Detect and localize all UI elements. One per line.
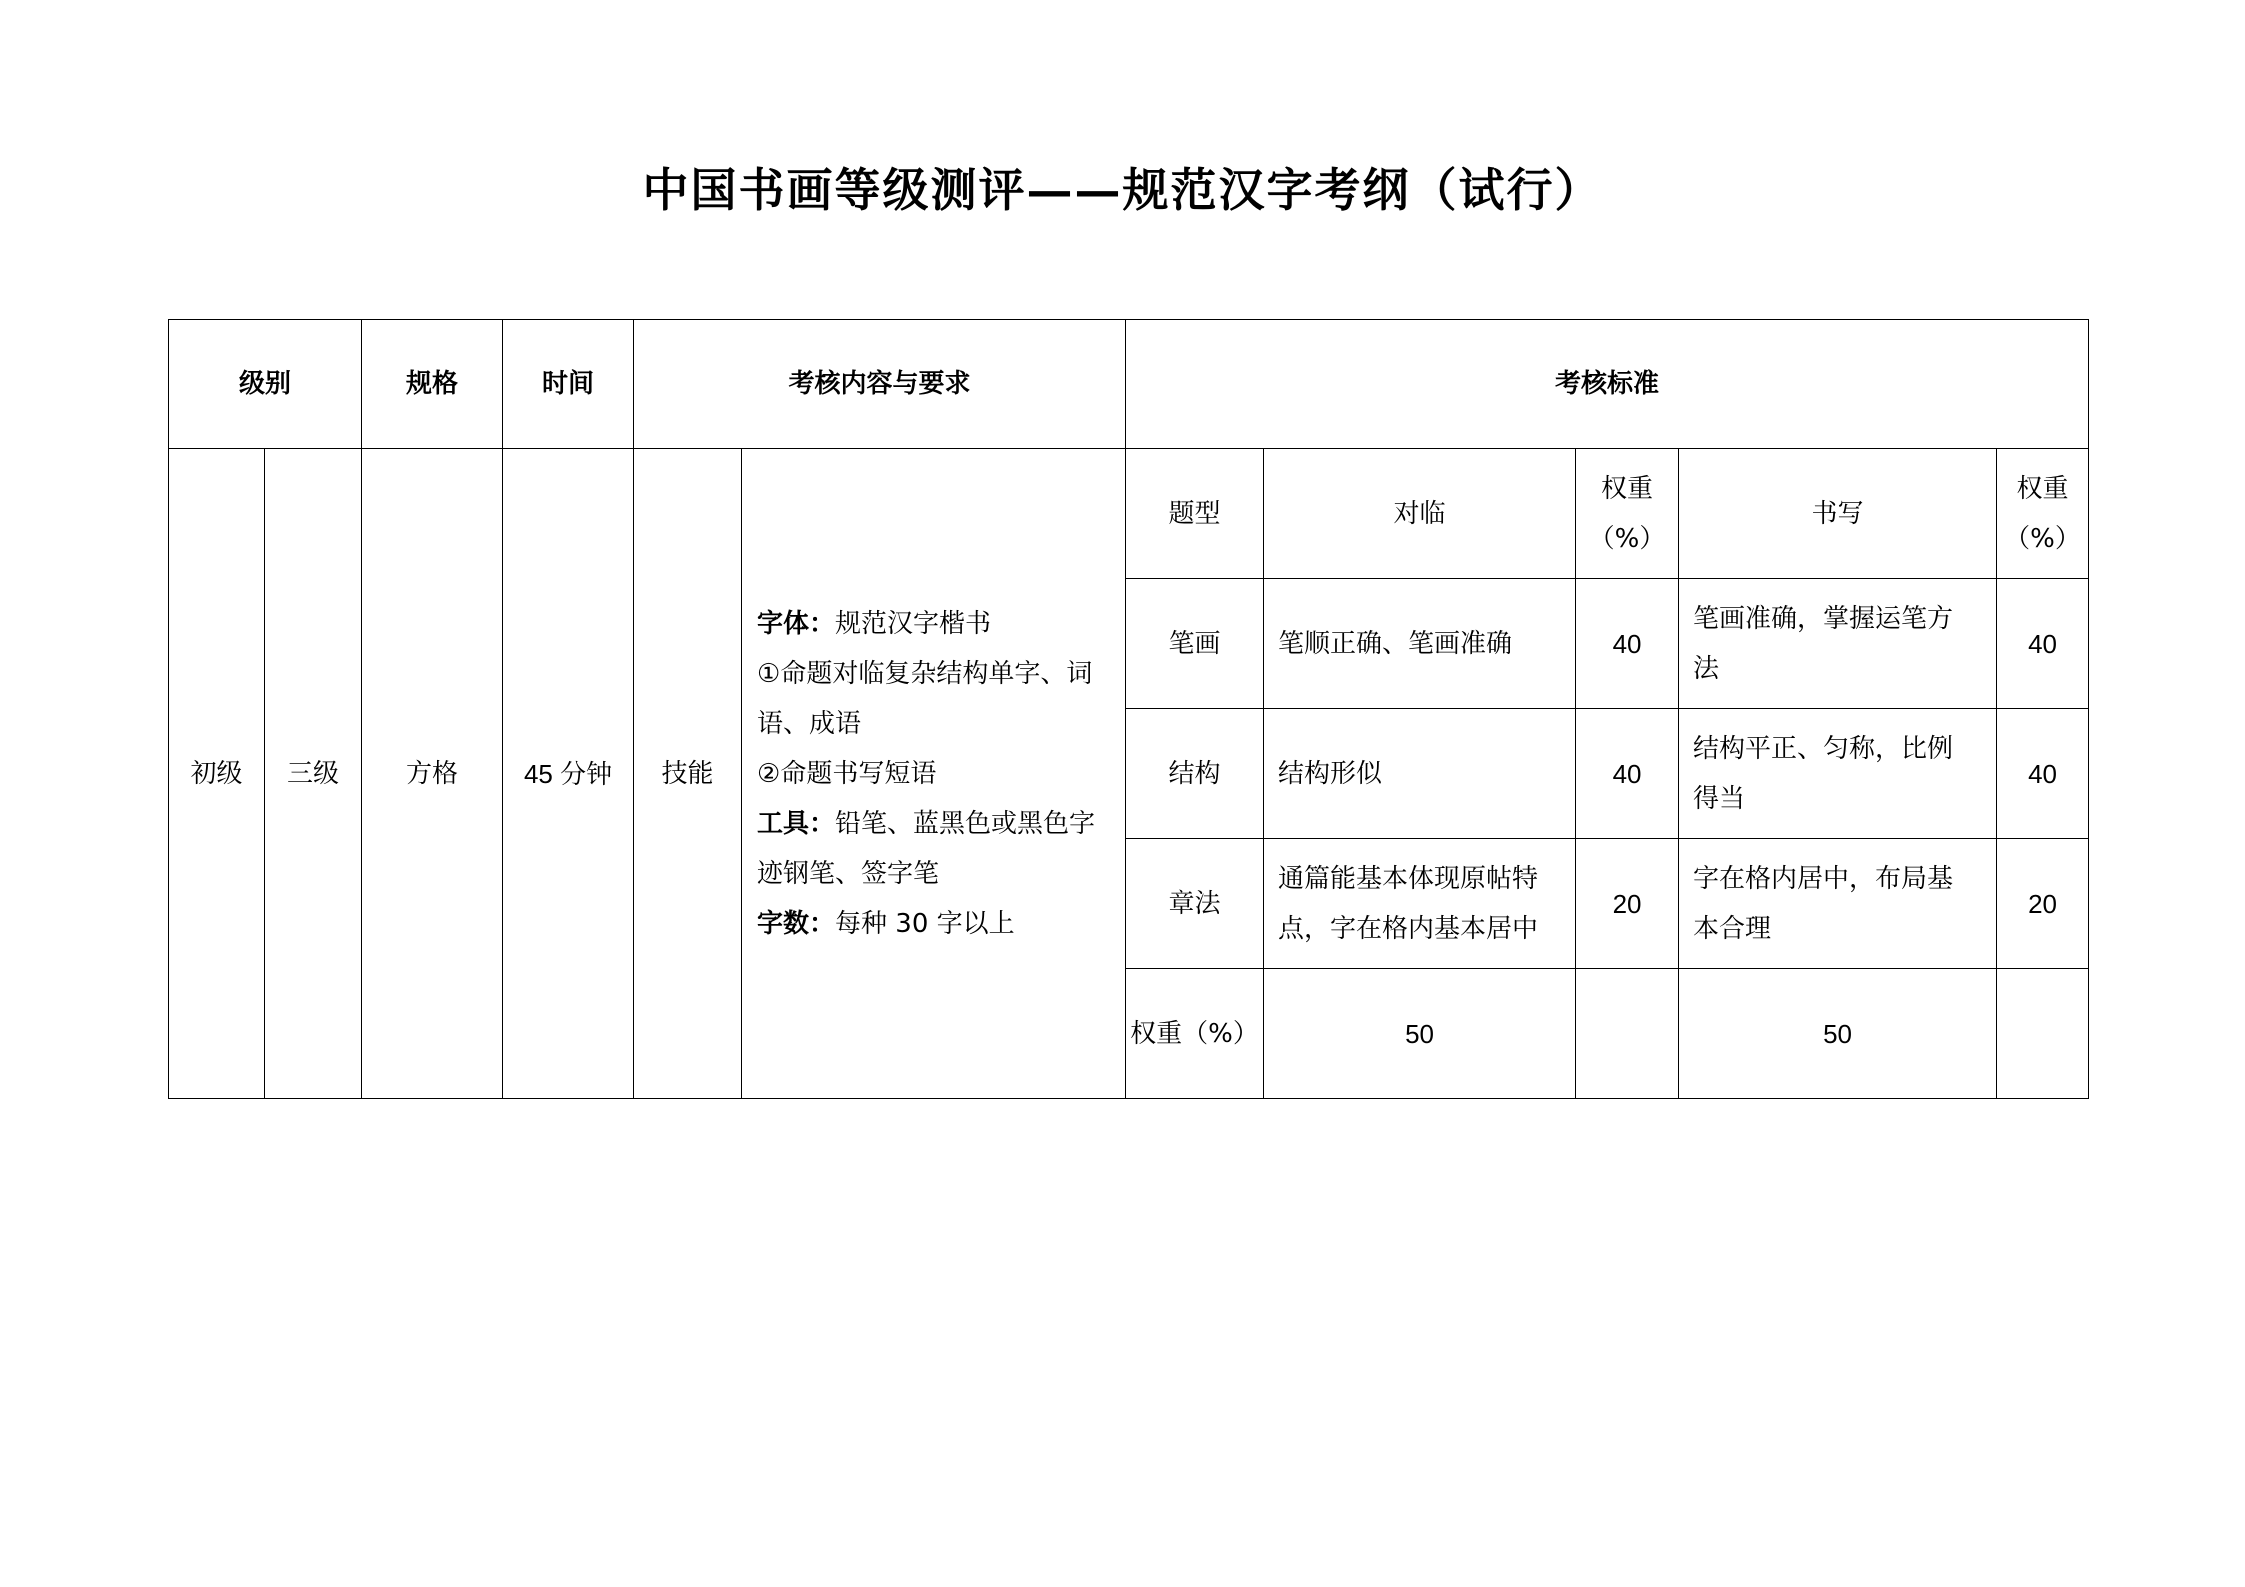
col-weight-a-line1: 权重 [1601, 473, 1654, 504]
empty-cell [1576, 969, 1679, 1099]
col-write-header: 书写 [1679, 449, 1997, 579]
count-value: 每种 30 字以上 [835, 908, 1015, 939]
type-cell: 笔画 [1126, 579, 1264, 709]
document-title: 中国书画等级测评——规范汉字考纲（试行） [642, 163, 1603, 217]
item2: ②命题书写短语 [757, 758, 937, 789]
weight-a-cell: 40 [1576, 579, 1679, 709]
type-cell: 结构 [1126, 709, 1264, 839]
header-spec: 规格 [362, 320, 503, 449]
copy-cell [1264, 579, 1576, 709]
col-copy-header: 对临 [1264, 449, 1576, 579]
write-line1: 结构平正、匀称，比例 [1693, 733, 1954, 764]
count-requirement [757, 899, 1113, 949]
header-content: 考核内容与要求 [634, 320, 1126, 449]
weight-a-cell: 20 [1576, 839, 1679, 969]
level-minor-cell: 三级 [265, 449, 362, 1099]
spec-cell: 方格 [362, 449, 503, 1099]
write-cell [1679, 579, 1997, 709]
copy-cell [1264, 839, 1576, 969]
write-cell [1679, 839, 1997, 969]
font-requirement [757, 599, 1113, 649]
count-label: 字数： [757, 908, 836, 939]
content-requirements-cell [742, 449, 1126, 1099]
write-line2: 本合理 [1693, 913, 1772, 944]
time-cell: 45 分钟 [503, 449, 634, 1099]
col-weight-a-line2: （%） [1588, 523, 1666, 554]
copy-line1: 通篇能基本体现原帖特 [1278, 863, 1539, 894]
col-weight-b-line1: 权重 [2016, 473, 2069, 504]
table-row [169, 449, 2089, 579]
copy-line1: 笔顺正确、笔画准确 [1278, 628, 1513, 659]
category-cell: 技能 [634, 449, 742, 1099]
header-level: 级别 [169, 320, 362, 449]
weight-b-cell: 20 [1997, 839, 2089, 969]
level-major-cell: 初级 [169, 449, 265, 1099]
item1-line2: 语、成语 [757, 708, 862, 739]
syllabus-table [168, 319, 2089, 1099]
write-line2: 得当 [1693, 783, 1746, 814]
empty-cell [1997, 969, 2089, 1099]
col-weight-b-header [1997, 449, 2089, 579]
weight-row-label: 权重（%） [1126, 969, 1264, 1099]
tools-requirement [757, 799, 1113, 849]
font-value: 规范汉字楷书 [835, 608, 992, 639]
col-type-header: 题型 [1126, 449, 1264, 579]
tools-line1: 铅笔、蓝黑色或黑色字 [835, 808, 1096, 839]
copy-cell [1264, 709, 1576, 839]
col-weight-b-line2: （%） [2004, 523, 2081, 554]
header-time: 时间 [503, 320, 634, 449]
header-row [169, 320, 2089, 449]
tools-line2: 迹钢笔、签字笔 [757, 858, 940, 889]
tools-label: 工具： [757, 808, 836, 839]
weight-b-cell: 40 [1997, 709, 2089, 839]
item1-line1: ①命题对临复杂结构单字、词 [757, 658, 1093, 689]
font-label: 字体： [757, 608, 836, 639]
type-cell: 章法 [1126, 839, 1264, 969]
write-line2: 法 [1693, 653, 1720, 684]
weight-copy-total: 50 [1264, 969, 1576, 1099]
weight-write-total: 50 [1679, 969, 1997, 1099]
copy-line1: 结构形似 [1278, 758, 1383, 789]
header-standard: 考核标准 [1126, 320, 2089, 449]
write-line1: 字在格内居中，布局基 [1693, 863, 1954, 894]
col-weight-a-header [1576, 449, 1679, 579]
weight-a-cell: 40 [1576, 709, 1679, 839]
write-cell [1679, 709, 1997, 839]
weight-b-cell: 40 [1997, 579, 2089, 709]
copy-line2: 点，字在格内基本居中 [1278, 913, 1539, 944]
write-line1: 笔画准确，掌握运笔方 [1693, 603, 1954, 634]
